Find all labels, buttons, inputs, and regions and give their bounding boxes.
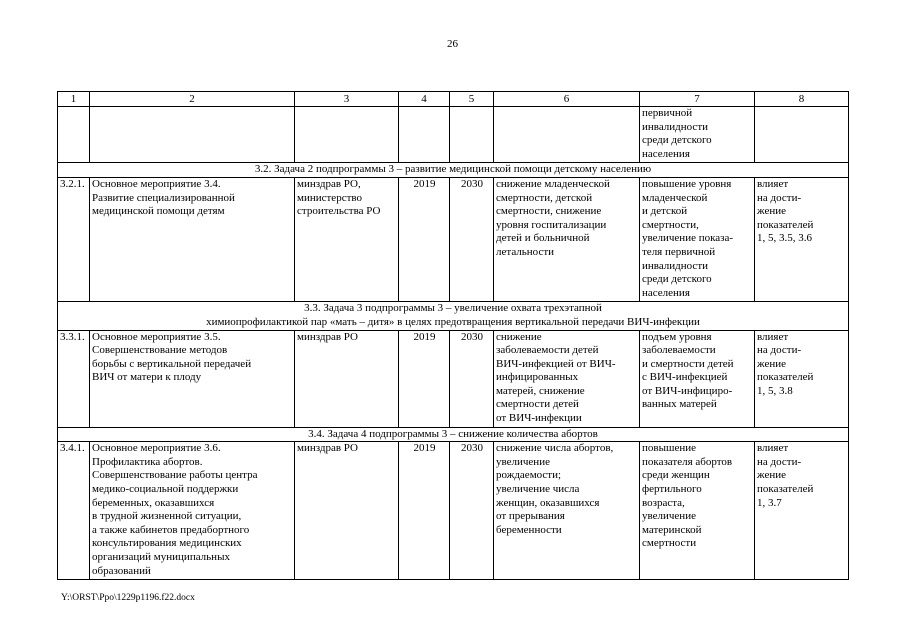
consequence-cell: повышение показателя абортов среди женщин фертильного возраста, увеличение материнской смертности	[640, 442, 755, 580]
executor-cell: минздрав РО	[295, 442, 399, 580]
table-cell	[450, 107, 494, 163]
result-cell: снижение младенческой смертности, детской смертности, снижение уровня госпитализации детей и больничной летальности	[494, 177, 640, 301]
table-cell	[755, 107, 849, 163]
table-cell	[295, 107, 399, 163]
indicators-cell: влияет на дости- жение показателей 1, 5, 3.8	[755, 330, 849, 427]
column-header: 2	[90, 92, 295, 107]
start-year-cell: 2019	[399, 330, 450, 427]
activity-cell: Основное мероприятие 3.5. Совершенствование методов борьбы с вертикальной передачей ВИЧ от матери к плоду	[90, 330, 295, 427]
activity-cell: Основное мероприятие 3.6. Профилактика абортов. Совершенствование работы центра медико-социальной поддержки беременных, оказавшихся в трудной жизненной ситуации, а также кабинетов предабортного консультирования медицинских организаций муниципальных образований	[90, 442, 295, 580]
table-cell	[58, 107, 90, 163]
column-header: 6	[494, 92, 640, 107]
section-title: 3.2. Задача 2 подпрограммы 3 – развитие медицинской помощи детскому населению	[58, 163, 849, 178]
column-header: 1	[58, 92, 90, 107]
row-number: 3.3.1.	[58, 330, 90, 427]
page-number: 26	[447, 38, 458, 50]
indicators-cell: влияет на дости- жение показателей 1, 3.7	[755, 442, 849, 580]
row-number: 3.4.1.	[58, 442, 90, 580]
column-header-row	[58, 92, 849, 107]
table-cell	[399, 107, 450, 163]
column-header: 8	[755, 92, 849, 107]
table-row	[58, 442, 849, 580]
column-header: 3	[295, 92, 399, 107]
row-number: 3.2.1.	[58, 177, 90, 301]
executor-cell: минздрав РО, министерство строительства РО	[295, 177, 399, 301]
result-cell: снижение заболеваемости детей ВИЧ-инфекцией от ВИЧ- инфицированных матерей, снижение смертности детей от ВИЧ-инфекции	[494, 330, 640, 427]
table-cell	[494, 107, 640, 163]
start-year-cell: 2019	[399, 442, 450, 580]
table-cell	[90, 107, 295, 163]
consequence-cell: первичной инвалидности среди детского населения	[640, 107, 755, 163]
executor-cell: минздрав РО	[295, 330, 399, 427]
continuation-row	[58, 107, 849, 163]
end-year-cell: 2030	[450, 177, 494, 301]
end-year-cell: 2030	[450, 330, 494, 427]
column-header: 7	[640, 92, 755, 107]
end-year-cell: 2030	[450, 442, 494, 580]
activity-cell: Основное мероприятие 3.4. Развитие специализированной медицинской помощи детям	[90, 177, 295, 301]
section-title: 3.4. Задача 4 подпрограммы 3 – снижение количества абортов	[58, 427, 849, 442]
result-cell: снижение числа абортов, увеличение рождаемости; увеличение числа женщин, оказавшихся от прерывания беременности	[494, 442, 640, 580]
column-header: 4	[399, 92, 450, 107]
measures-table	[57, 91, 849, 580]
section-header-row	[58, 163, 849, 178]
file-path-footer: Y:\ORST\Ppo\1229p1196.f22.docx	[61, 593, 195, 603]
consequence-cell: повышение уровня младенческой и детской смертности, увеличение показа- теля первичной инвалидности среди детского населения	[640, 177, 755, 301]
section-title: 3.3. Задача 3 подпрограммы 3 – увеличение охвата трехэтапной химиопрофилактикой пар «мать – дитя» в целях предотвращения вертикальной передачи ВИЧ-инфекции	[58, 302, 849, 330]
section-header-row	[58, 302, 849, 330]
column-header: 5	[450, 92, 494, 107]
indicators-cell: влияет на дости- жение показателей 1, 5, 3.5, 3.6	[755, 177, 849, 301]
table-row	[58, 177, 849, 301]
section-header-row	[58, 427, 849, 442]
consequence-cell: подъем уровня заболеваемости и смертности детей с ВИЧ-инфекцией от ВИЧ-инфициро- ванных матерей	[640, 330, 755, 427]
start-year-cell: 2019	[399, 177, 450, 301]
table-row	[58, 330, 849, 427]
